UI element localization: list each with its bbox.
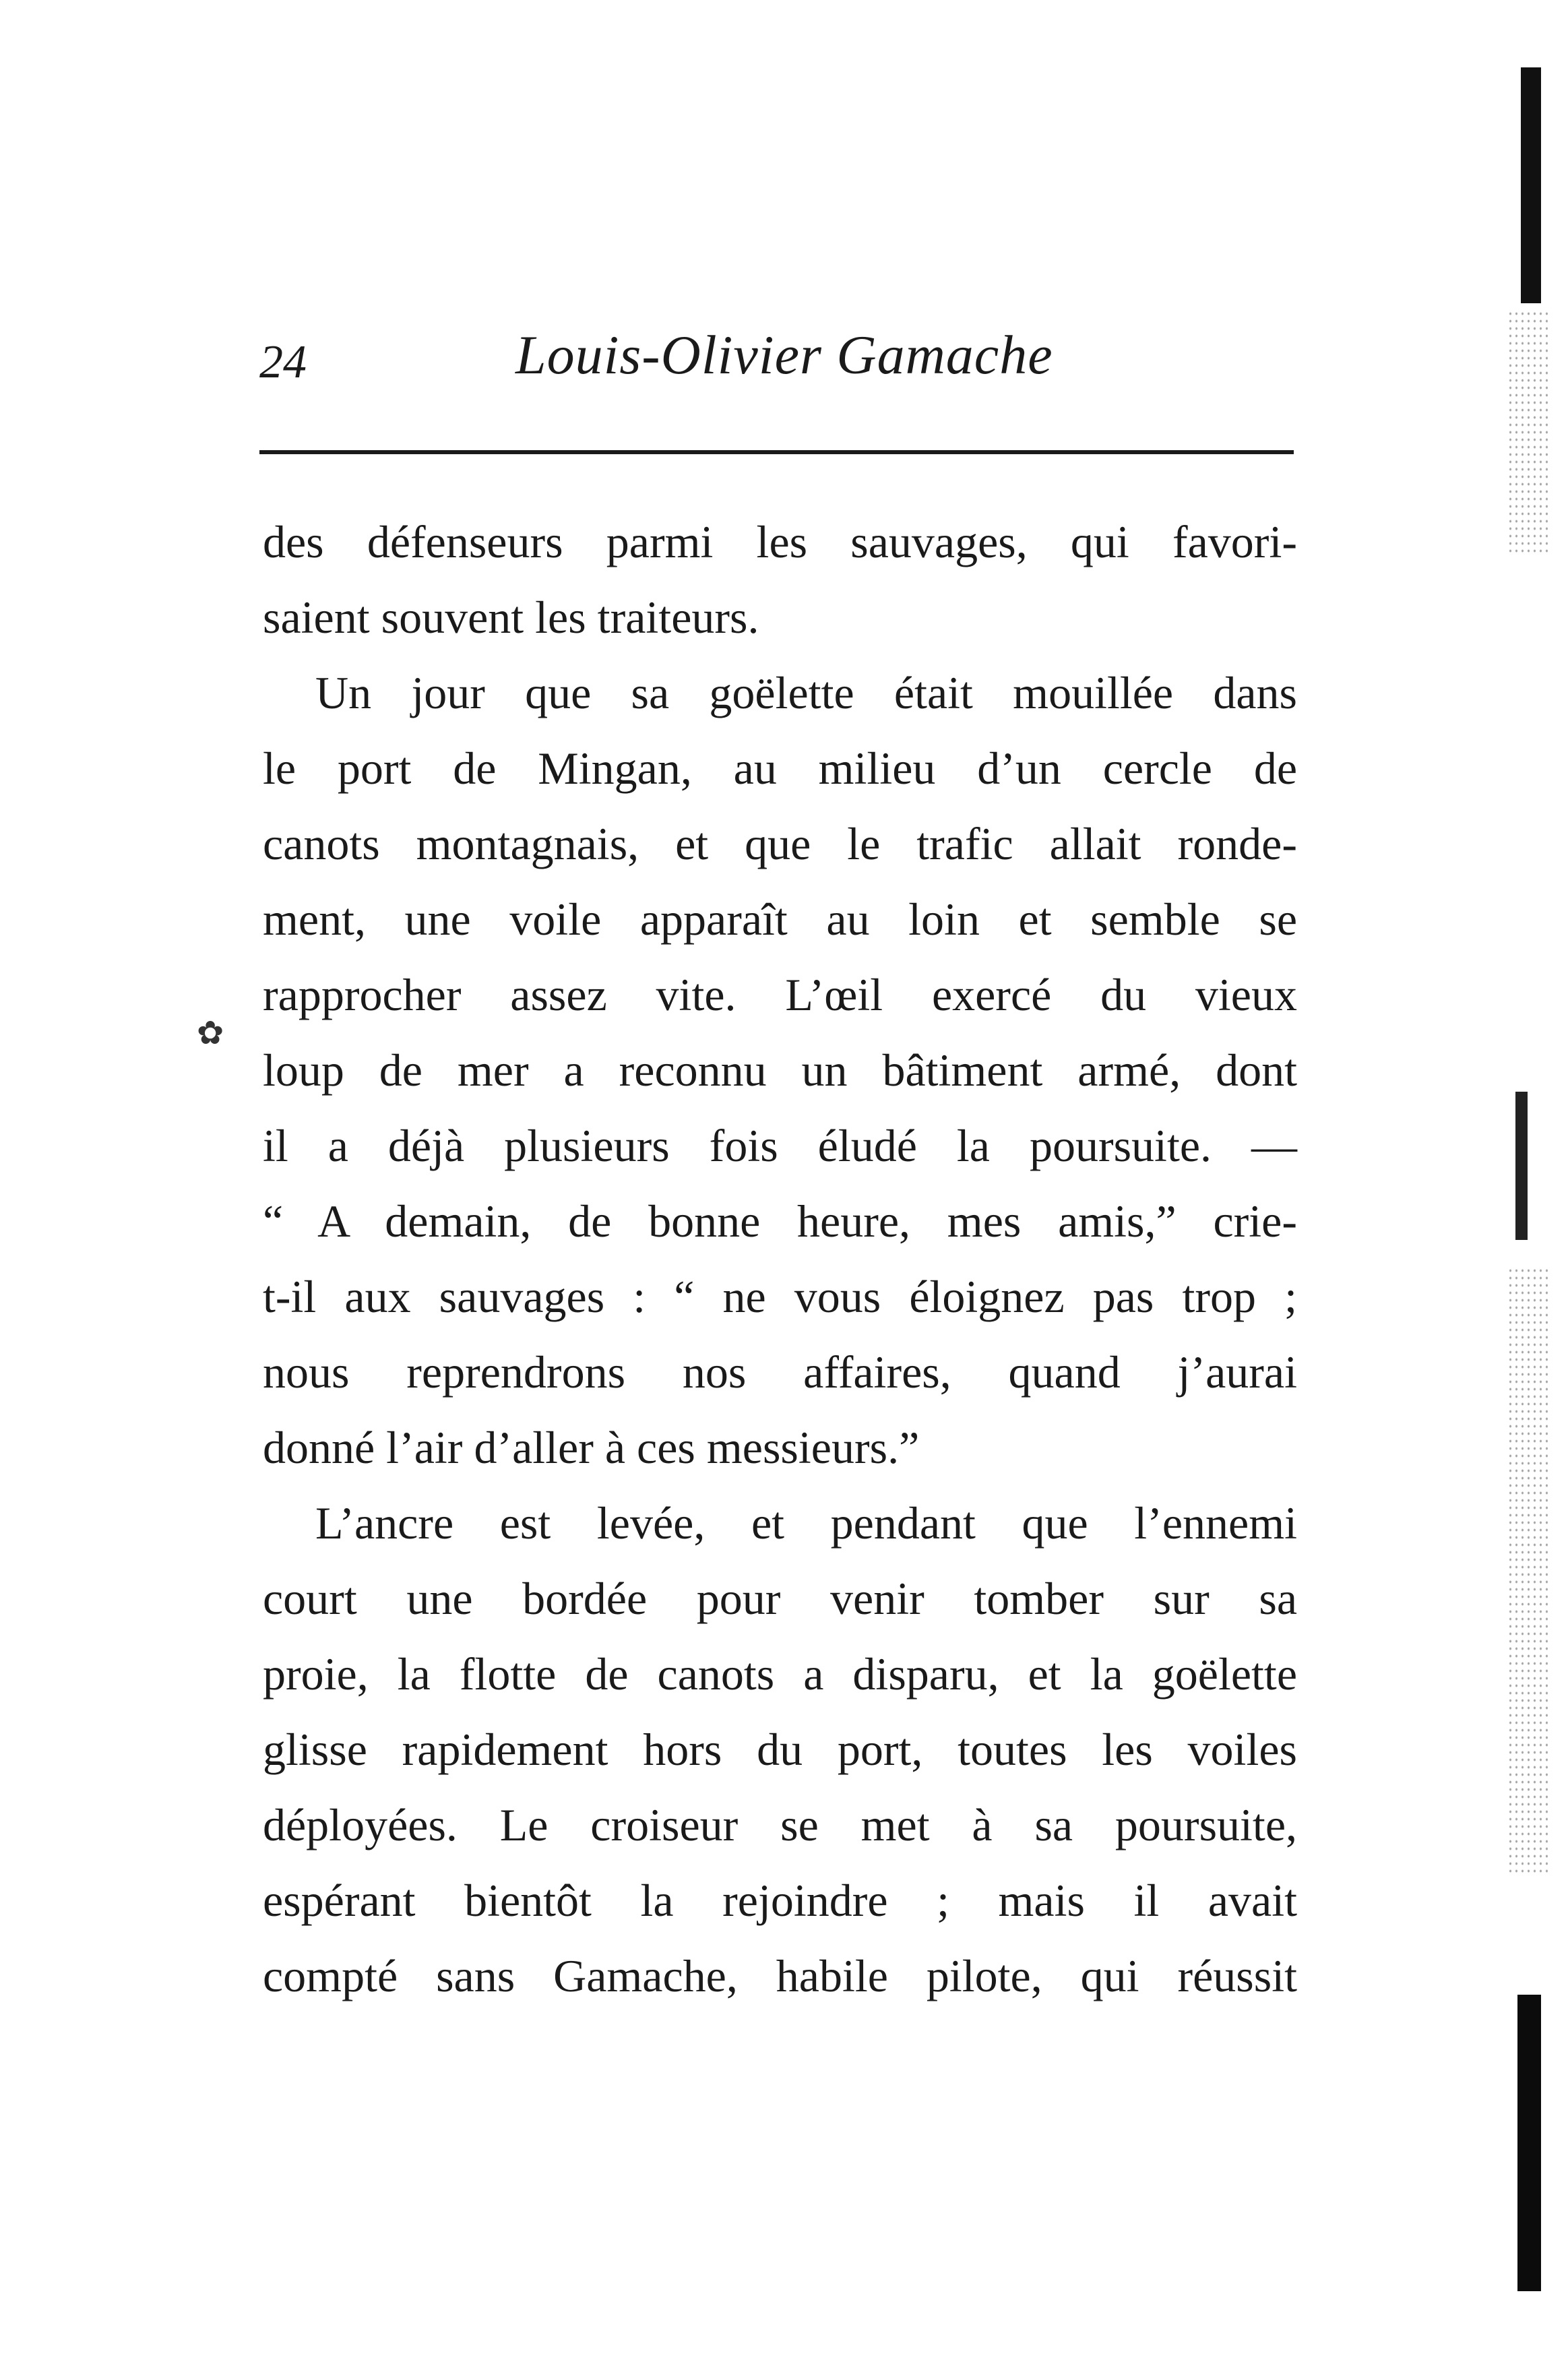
text-line: espérant bientôt la rejoindre ; mais il avait [263, 1875, 1297, 1926]
body-text [263, 504, 1297, 2014]
text-line: proie, la flotte de canots a disparu, et la goëlette [263, 1648, 1297, 1700]
text-line: compté sans Gamache, habile pilote, qui réussit [263, 1950, 1297, 2001]
scan-edge-speckle [1507, 1267, 1548, 1873]
ink-blot-mark: ✿ [197, 1016, 224, 1051]
text-line: il a déjà plusieurs fois éludé la poursuite. — [263, 1120, 1297, 1171]
text-line: des défenseurs parmi les sauvages, qui favori- [263, 516, 1297, 567]
text-line: le port de Mingan, au milieu d’un cercle de [263, 743, 1297, 794]
text-line: Un jour que sa goëlette était mouillée dans [315, 667, 1297, 718]
header-rule [259, 450, 1294, 454]
text-line: “ A demain, de bonne heure, mes amis,” crie- [263, 1195, 1297, 1247]
scan-edge-speckle [1507, 310, 1548, 553]
running-title: Louis-Olivier Gamache [515, 324, 1053, 385]
scan-edge-shadow [1517, 1995, 1541, 2291]
text-line: déployées. Le croiseur se met à sa poursuite, [263, 1799, 1297, 1850]
text-line: donné l’air d’aller à ces messieurs.” [263, 1422, 920, 1473]
text-line: loup de mer a reconnu un bâtiment armé, dont [263, 1045, 1297, 1096]
scan-edge-shadow [1521, 67, 1541, 303]
text-line: glisse rapidement hors du port, toutes les voiles [263, 1724, 1297, 1775]
text-line: t-il aux sauvages : “ ne vous éloignez pas trop ; [263, 1271, 1297, 1322]
page-number: 24 [259, 336, 307, 388]
scan-edge-shadow [1515, 1092, 1528, 1240]
running-head [259, 323, 1294, 404]
text-line: L’ancre est levée, et pendant que l’ennemi [315, 1497, 1297, 1549]
text-line: court une bordée pour venir tomber sur sa [263, 1573, 1297, 1624]
text-line: saient souvent les traiteurs. [263, 592, 759, 643]
text-line: nous reprendrons nos affaires, quand j’aurai [263, 1346, 1297, 1398]
text-line: ment, une voile apparaît au loin et semble se [263, 894, 1297, 945]
text-line: canots montagnais, et que le trafic allait ronde- [263, 818, 1297, 869]
text-line: rapprocher assez vite. L’œil exercé du vieux [263, 969, 1297, 1020]
